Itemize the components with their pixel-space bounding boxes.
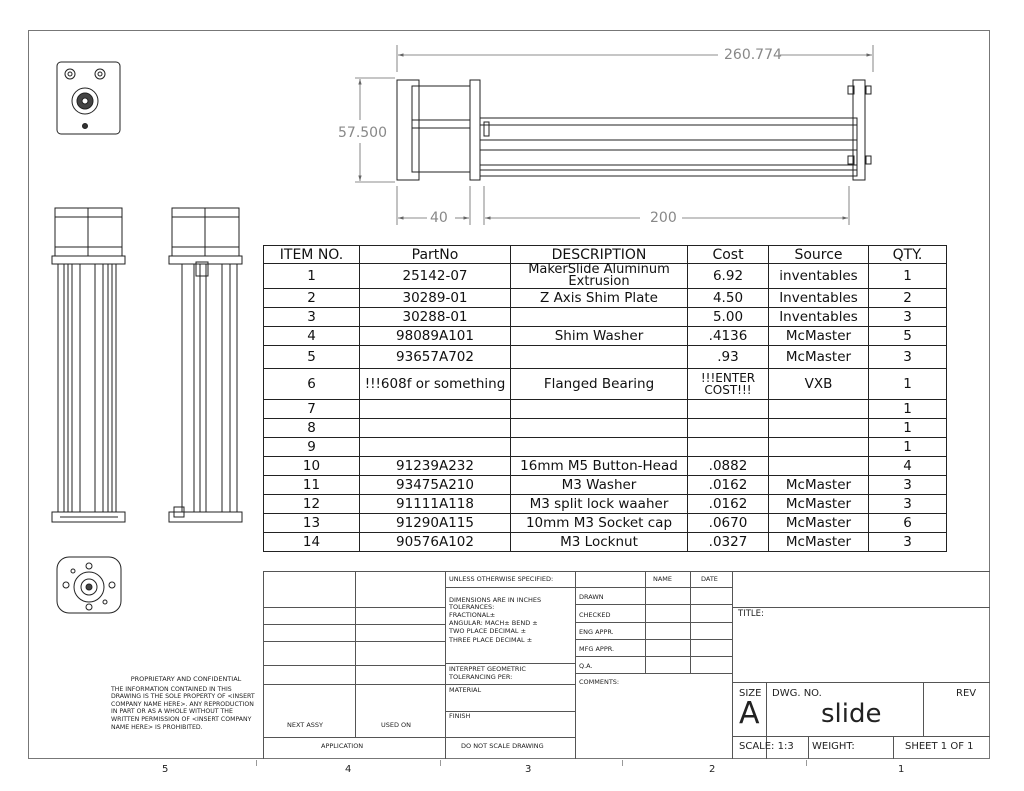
bom-description: MakerSlide Aluminum Extrusion [511,264,688,289]
bom-description [511,438,688,457]
bom-cost: 4.50 [688,289,769,308]
tb-title-label: TITLE: [738,609,764,619]
bom-qty: 3 [869,476,947,495]
bom-partno: !!!608f or something [360,369,511,400]
tb-do-not-scale: DO NOT SCALE DRAWING [461,742,544,750]
tb-rev-label: REV [956,688,977,699]
bom-source: McMaster [769,346,869,369]
bom-cost: 5.00 [688,308,769,327]
tb-interpret-2: TOLERANCING PER: [449,673,513,681]
bom-cost: .4136 [688,327,769,346]
bom-qty: 1 [869,400,947,419]
bom-item: 1 [264,264,360,289]
bom-source: inventables [769,264,869,289]
bom-description: M3 split lock waaher [511,495,688,514]
tb-eng-appr: ENG APPR. [579,628,614,636]
bom-qty: 1 [869,419,947,438]
bom-source: McMaster [769,495,869,514]
zone-label-2: 2 [709,764,716,775]
bom-description: Z Axis Shim Plate [511,289,688,308]
bom-cost: .0162 [688,495,769,514]
tb-dimensions-note: DIMENSIONS ARE IN INCHES [449,596,542,604]
tb-fractional: FRACTIONAL± [449,611,496,619]
bom-partno: 30288-01 [360,308,511,327]
bom-source [769,438,869,457]
bom-description: 16mm M5 Button-Head [511,457,688,476]
table-row [264,533,947,552]
table-row [264,346,947,369]
bom-source: Inventables [769,308,869,327]
bom-item: 9 [264,438,360,457]
tb-dwg-no-value: slide [821,699,882,729]
tb-name: NAME [653,575,673,583]
bom-source [769,400,869,419]
bill-of-materials-table [263,245,947,552]
tb-used-on: USED ON [381,721,412,729]
table-row [264,438,947,457]
bom-description: Shim Washer [511,327,688,346]
table-row [264,327,947,346]
tb-date: DATE [701,575,718,583]
bom-partno: 91239A232 [360,457,511,476]
bom-partno: 98089A101 [360,327,511,346]
table-row [264,476,947,495]
bom-qty: 2 [869,289,947,308]
bom-item: 5 [264,346,360,369]
tb-unless-specified: UNLESS OTHERWISE SPECIFIED: [449,575,554,583]
bom-cost: .93 [688,346,769,369]
dimension-offset: 40 [430,210,448,226]
bom-description [511,346,688,369]
tb-scale: SCALE: 1:3 [739,741,794,752]
bom-source: VXB [769,369,869,400]
tb-material: MATERIAL [449,686,482,694]
bom-qty: 6 [869,514,947,533]
bom-cost: .0670 [688,514,769,533]
bom-cost: .0882 [688,457,769,476]
table-row [264,308,947,327]
bom-cost: .0327 [688,533,769,552]
zone-label-1: 1 [898,764,905,775]
tb-comments: COMMENTS: [579,678,620,686]
table-row [264,289,947,308]
proprietary-note [111,676,261,731]
tb-size-label: SIZE [739,688,762,699]
bom-header-qty: QTY. [869,246,947,264]
bom-item: 10 [264,457,360,476]
bom-qty: 3 [869,308,947,327]
bom-description: Flanged Bearing [511,369,688,400]
tb-mfg-appr: MFG APPR. [579,645,615,653]
dimension-travel: 200 [650,210,677,226]
bom-partno [360,400,511,419]
zone-label-4: 4 [345,764,352,775]
bom-description [511,419,688,438]
proprietary-heading: PROPRIETARY AND CONFIDENTIAL [130,675,242,683]
table-row [264,419,947,438]
bom-partno: 30289-01 [360,289,511,308]
bom-partno: 25142-07 [360,264,511,289]
dimension-lines [355,45,873,225]
tb-dwg-no-label: DWG. NO. [772,688,822,699]
bom-qty: 1 [869,264,947,289]
bom-item: 3 [264,308,360,327]
bom-item: 8 [264,419,360,438]
tb-two-place: TWO PLACE DECIMAL ± [449,627,527,635]
tb-size-value: A [739,696,760,731]
bom-header-cost: Cost [688,246,769,264]
bom-item: 4 [264,327,360,346]
bom-header-partno: PartNo [360,246,511,264]
end-view-bottom [57,557,121,613]
dimension-height: 57.500 [338,125,387,141]
tb-interpret-1: INTERPRET GEOMETRIC [449,665,526,673]
bom-header-source: Source [769,246,869,264]
bom-item: 13 [264,514,360,533]
bom-partno: 93475A210 [360,476,511,495]
table-row [264,369,947,400]
bom-partno [360,438,511,457]
bom-item: 6 [264,369,360,400]
tb-weight: WEIGHT: [812,741,855,752]
bom-cost [688,400,769,419]
bom-partno: 93657A702 [360,346,511,369]
tb-drawn: DRAWN [579,593,604,601]
bom-source: Inventables [769,289,869,308]
front-view [397,80,871,180]
bom-qty: 3 [869,495,947,514]
tb-angular: ANGULAR: MACH± BEND ± [449,619,538,627]
bom-cost: 6.92 [688,264,769,289]
bom-item: 7 [264,400,360,419]
bom-description [511,400,688,419]
tb-finish: FINISH [449,712,471,720]
bom-source [769,419,869,438]
bom-qty: 4 [869,457,947,476]
tb-tolerances: TOLERANCES: [449,603,495,611]
bom-description: 10mm M3 Socket cap [511,514,688,533]
bom-source: McMaster [769,327,869,346]
bom-item: 12 [264,495,360,514]
table-row [264,514,947,533]
title-block [263,571,990,759]
bom-source: McMaster [769,514,869,533]
end-view-top [57,62,120,134]
table-row [264,457,947,476]
bom-item: 11 [264,476,360,495]
bom-source: McMaster [769,533,869,552]
bom-qty: 5 [869,327,947,346]
bom-description: M3 Locknut [511,533,688,552]
tb-qa: Q.A. [579,662,593,670]
tb-checked: CHECKED [579,611,611,619]
bom-partno: 91111A118 [360,495,511,514]
zone-label-3: 3 [525,764,532,775]
tb-next-assy: NEXT ASSY [287,721,324,729]
side-view-right [169,208,242,522]
bom-qty: 3 [869,533,947,552]
bom-cost [688,419,769,438]
bom-partno [360,419,511,438]
bom-description [511,308,688,327]
bom-source [769,457,869,476]
bom-header-description: DESCRIPTION [511,246,688,264]
bom-qty: 1 [869,369,947,400]
bom-cost [688,438,769,457]
side-view-left [52,208,125,522]
bom-item: 14 [264,533,360,552]
bom-cost: !!!ENTER COST!!! [688,369,769,400]
bom-cost: .0162 [688,476,769,495]
tb-sheet: SHEET 1 OF 1 [905,741,974,752]
bom-source: McMaster [769,476,869,495]
proprietary-body: THE INFORMATION CONTAINED IN THIS DRAWING IS THE SOLE PROPERTY OF <INSERT COMPANY NAME HERE>. ANY REPRODUCTION IN PART OR AS A WHOLE WITHOUT THE WRITTEN PERMISSION OF <INSERT COMPANY NAME HERE> IS PROHIBITED. [111,685,255,731]
bom-qty: 3 [869,346,947,369]
bom-header-row [264,246,947,264]
dimension-overall-length: 260.774 [724,47,782,63]
bom-item: 2 [264,289,360,308]
bom-description: M3 Washer [511,476,688,495]
tb-three-place: THREE PLACE DECIMAL ± [449,636,533,644]
bom-header-item: ITEM NO. [264,246,360,264]
tb-application: APPLICATION [321,742,364,750]
table-row [264,400,947,419]
zone-label-5: 5 [162,764,169,775]
table-row [264,495,947,514]
bom-qty: 1 [869,438,947,457]
table-row [264,264,947,289]
bom-partno: 90576A102 [360,533,511,552]
bom-partno: 91290A115 [360,514,511,533]
